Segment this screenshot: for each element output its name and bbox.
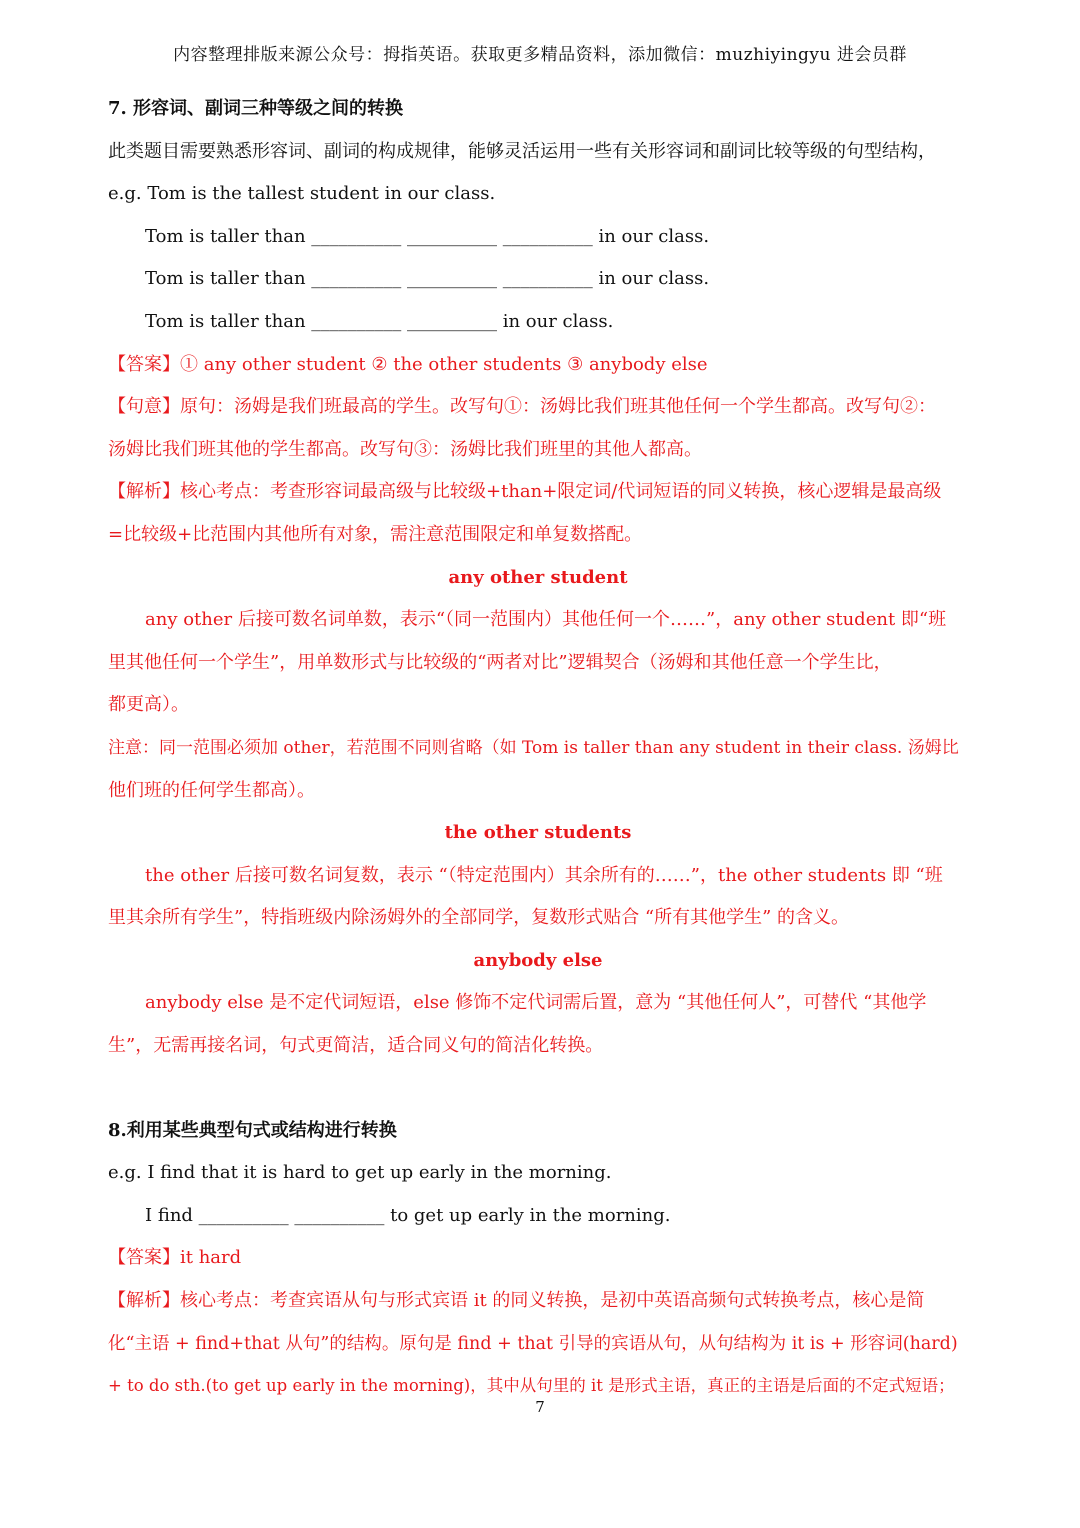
any-other-explain-line-1: any other 后接可数名词单数，表示“（同一范围内）其他任何一个……”，any other student 即“班 <box>145 609 947 631</box>
the-other-explain-line-1: the other 后接可数名词复数，表示 “（特定范围内）其余所有的……”，the other students 即 “班 <box>145 864 943 886</box>
note-line-2: 他们班的任何学生都高）。 <box>108 779 315 801</box>
section-7-meaning-line-2: 汤姆比我们班其他的学生都高。改写句③：汤姆比我们班里的其他人都高。 <box>108 438 702 460</box>
the-other-explain-line-2: 里其余所有学生”，特指班级内除汤姆外的全部同学，复数形式贴合 “所有其他学生” 的含义。 <box>108 907 850 929</box>
section-7-heading: 7. 形容词、副词三种等级之间的转换 <box>108 98 404 119</box>
section-8-example: e.g. I find that it is hard to get up early in the morning. <box>108 1162 612 1184</box>
subheading-the-other-students: the other students <box>444 822 632 844</box>
subheading-anybody-else: anybody else <box>473 949 603 971</box>
document-body <box>108 88 968 1408</box>
any-other-explain-line-3: 都更高）。 <box>108 694 189 716</box>
section-8-heading: 8.利用某些典型句式或结构进行转换 <box>108 1119 397 1141</box>
any-other-explain-line-2: 里其他任何一个学生”，用单数形式与比较级的“两者对比”逻辑契合（汤姆和其他任意一个学生比， <box>108 651 892 673</box>
page-number: 7 <box>535 1398 545 1416</box>
subheading-any-other-student: any other student <box>448 566 628 588</box>
exercise-blank-2: Tom is taller than __________ __________ __________ in our class. <box>145 268 710 290</box>
section-7-intro: 此类题目需要熟悉形容词、副词的构成规律，能够灵活运用一些有关形容词和副词比较等级的句型结构， <box>108 140 936 162</box>
section-7-answer: 【答案】① any other student ② the other students ③ anybody else <box>108 353 708 375</box>
section-7-meaning-line-1: 【句意】原句：汤姆是我们班最高的学生。改写句①：汤姆比我们班其他任何一个学生都高。改写句②： <box>108 396 936 418</box>
section-8-blank: I find __________ __________ to get up early in the morning. <box>145 1204 671 1226</box>
section-7-example: e.g. Tom is the tallest student in our class. <box>108 183 496 205</box>
section-7-analysis-line-2: =比较级+比范围内其他所有对象，需注意范围限定和单复数搭配。 <box>108 523 643 545</box>
page-header: 内容整理排版来源公众号：拇指英语。获取更多精品资料，添加微信：muzhiyingyu 进会员群 <box>173 45 907 65</box>
section-8-answer: 【答案】it hard <box>108 1247 242 1269</box>
anybody-else-explain-line-2: 生”，无需再接名词，句式更简洁，适合同义句的简洁化转换。 <box>108 1035 604 1057</box>
section-8-analysis-line-2: 化“主语 + find+that 从句”的结构。原句是 find + that 引导的宾语从句，从句结构为 it is + 形容词(hard) <box>108 1333 958 1354</box>
section-8-analysis-line-1: 【解析】核心考点：考查宾语从句与形式宾语 it 的同义转换，是初中英语高频句式转换考点，核心是简 <box>108 1290 925 1312</box>
section-7-analysis-line-1: 【解析】核心考点：考查形容词最高级与比较级+than+限定词/代词短语的同义转换，核心逻辑是最高级 <box>108 481 942 503</box>
section-spacer <box>108 1068 968 1110</box>
exercise-blank-1: Tom is taller than __________ __________ __________ in our class. <box>145 225 710 247</box>
section-8-analysis-line-3: + to do sth.(to get up early in the morning)，其中从句里的 it 是形式主语，真正的主语是后面的不定式短语； <box>108 1376 955 1396</box>
exercise-blank-3: Tom is taller than __________ __________ in our class. <box>145 310 614 332</box>
note-line-1: 注意：同一范围必须加 other，若范围不同则省略（如 Tom is taller than any student in their class. 汤姆比 <box>108 737 959 758</box>
anybody-else-explain-line-1: anybody else 是不定代词短语，else 修饰不定代词需后置，意为 “其他任何人”，可替代 “其他学 <box>145 992 927 1014</box>
